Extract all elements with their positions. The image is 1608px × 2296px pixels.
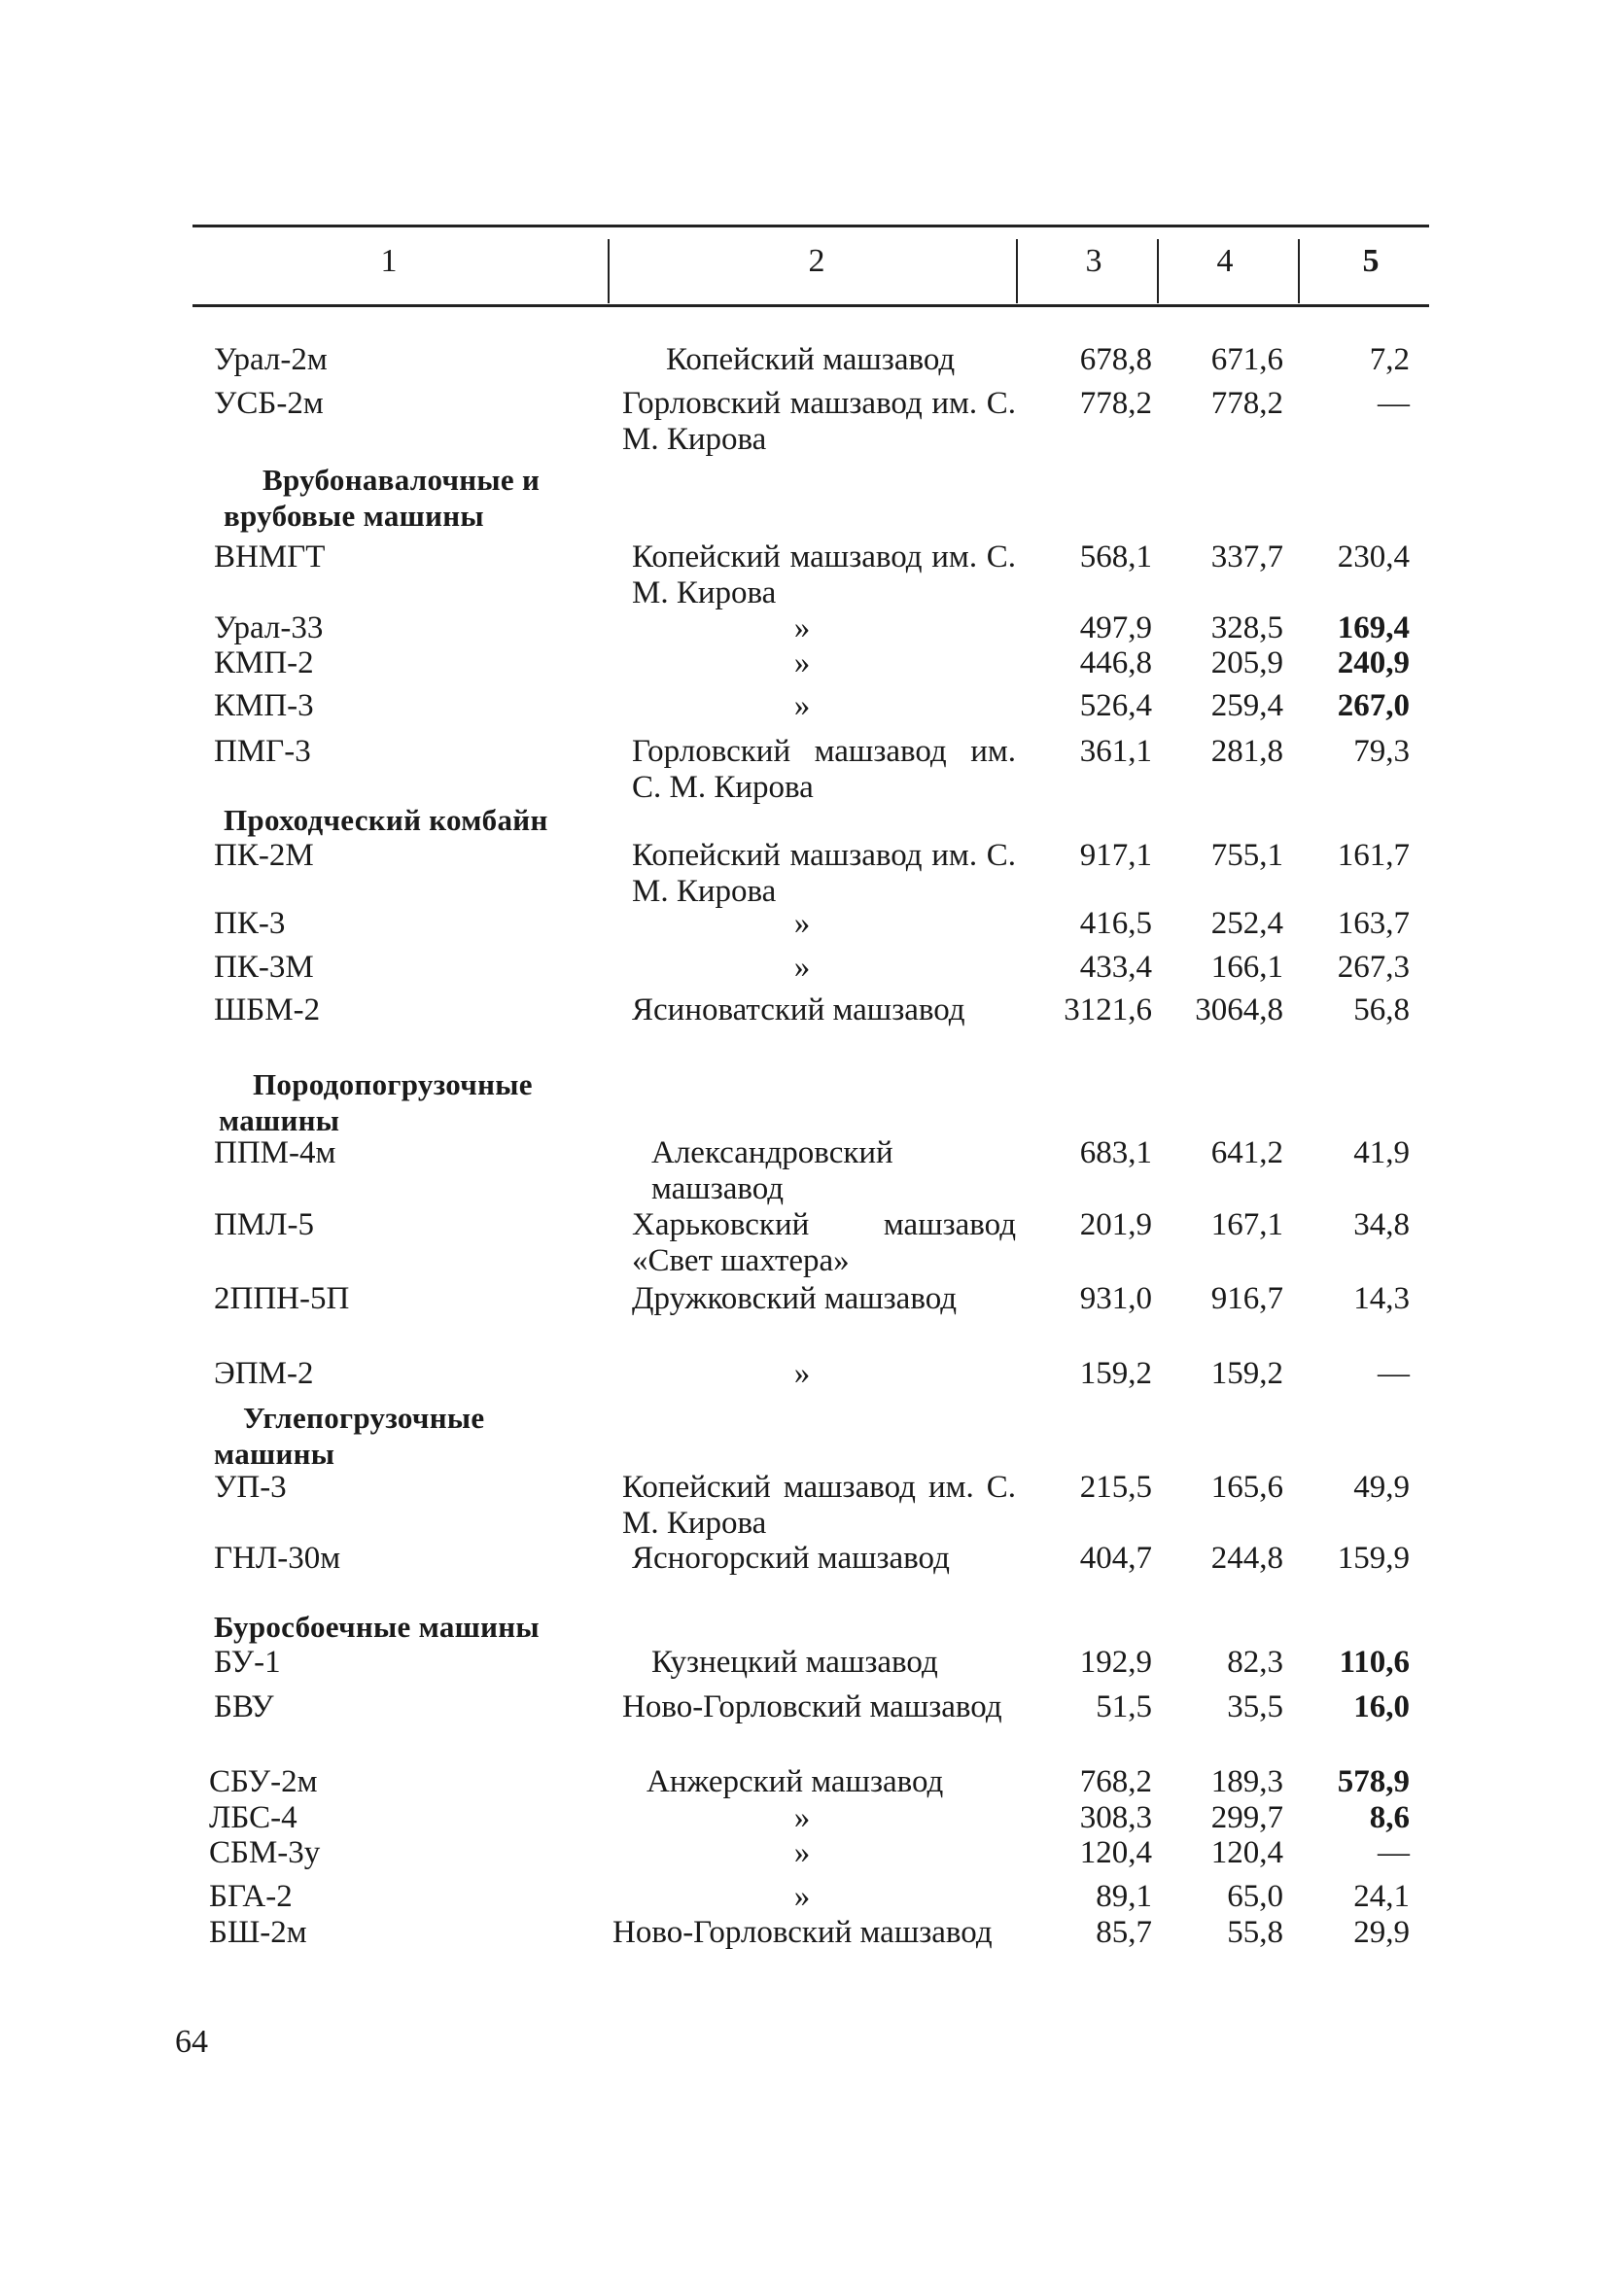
value-c3: 201,9: [1079, 1207, 1152, 1242]
value-c5: 230,4: [1337, 539, 1410, 574]
table-row: [0, 1470, 1608, 1542]
column-header-2: 2: [808, 243, 825, 279]
table-row: [0, 906, 1608, 942]
value-c5: 7,2: [1369, 342, 1410, 377]
value-c3: 3121,6: [1064, 992, 1152, 1027]
value-c4: 189,3: [1210, 1764, 1283, 1799]
machine-name: КМП-3: [214, 688, 314, 723]
manufacturer: »: [793, 950, 811, 985]
table-row: [0, 1835, 1608, 1871]
column-header-1: 1: [380, 243, 398, 279]
machine-name: ГНЛ-30м: [214, 1541, 341, 1576]
table-row: [0, 386, 1608, 458]
value-c5: 578,9: [1337, 1764, 1410, 1799]
table-top-rule: [192, 225, 1429, 227]
value-c3: 683,1: [1079, 1135, 1152, 1170]
value-c5: 163,7: [1337, 906, 1410, 941]
machine-name: ПК-2М: [214, 838, 314, 873]
value-c4: 671,6: [1210, 342, 1283, 377]
value-c4: 778,2: [1210, 386, 1283, 421]
manufacturer: »: [793, 1879, 811, 1914]
value-c5: 159,9: [1337, 1541, 1410, 1576]
column-separator: [1157, 239, 1159, 303]
table-row: [0, 1281, 1608, 1353]
manufacturer: Ясногорский машзавод: [632, 1541, 950, 1576]
value-c3: 446,8: [1079, 645, 1152, 680]
machine-name: СБУ-2м: [209, 1764, 318, 1799]
value-c3: 526,4: [1079, 688, 1152, 723]
table-row: [0, 610, 1608, 646]
column-separator: [1016, 239, 1018, 303]
value-c5: 110,6: [1339, 1645, 1410, 1680]
value-c3: 159,2: [1079, 1356, 1152, 1391]
machine-name: ПМЛ-5: [214, 1207, 315, 1242]
value-c4: 205,9: [1210, 645, 1283, 680]
page-number: 64: [175, 2024, 208, 2060]
value-c4: 252,4: [1210, 906, 1283, 941]
value-c4: 328,5: [1210, 610, 1283, 645]
value-c5: 267,0: [1337, 688, 1410, 723]
section-heading: Породопогрузочные машины: [219, 1067, 533, 1137]
section-heading: Проходческий комбайн: [224, 803, 548, 837]
value-c3: 215,5: [1079, 1470, 1152, 1505]
value-c3: 51,5: [1096, 1689, 1152, 1724]
machine-name: 2ППН-5П: [214, 1281, 350, 1316]
value-c3: 778,2: [1079, 386, 1152, 421]
value-c4: 641,2: [1210, 1135, 1283, 1170]
value-c3: 361,1: [1079, 734, 1152, 769]
machine-name: КМП-2: [214, 645, 314, 680]
manufacturer: Копейский машзавод им. С. М. Кирова: [632, 539, 1016, 610]
value-c3: 192,9: [1079, 1645, 1152, 1680]
manufacturer: Харьковский машзавод «Свет шахтера»: [632, 1207, 1016, 1278]
column-separator: [608, 239, 610, 303]
value-c4: 165,6: [1210, 1470, 1283, 1505]
value-c5: 169,4: [1337, 610, 1410, 645]
table-row: [0, 539, 1608, 611]
column-header-5: 5: [1362, 243, 1380, 279]
table-row: [0, 734, 1608, 806]
manufacturer: Копейский машзавод им. С. М. Кирова: [622, 1470, 1016, 1541]
table-row: [0, 342, 1608, 378]
value-c5: 29,9: [1353, 1915, 1410, 1950]
value-c4: 916,7: [1210, 1281, 1283, 1316]
machine-name: БУ-1: [214, 1645, 281, 1680]
manufacturer: »: [793, 1356, 811, 1391]
machine-name: УП-3: [214, 1470, 287, 1505]
table-row: [0, 1207, 1608, 1279]
value-c4: 82,3: [1227, 1645, 1283, 1680]
manufacturer: Кузнецкий машзавод: [651, 1645, 938, 1680]
value-c5: 24,1: [1353, 1879, 1410, 1914]
value-c5: 8,6: [1369, 1800, 1410, 1835]
value-c4: 281,8: [1210, 734, 1283, 769]
value-c4: 244,8: [1210, 1541, 1283, 1576]
value-c5: —: [1378, 1356, 1410, 1391]
table-row: [0, 1689, 1608, 1761]
table-row: [0, 950, 1608, 986]
table-row: [0, 645, 1608, 681]
manufacturer: »: [793, 688, 811, 723]
value-c4: 3064,8: [1195, 992, 1283, 1027]
value-c3: 120,4: [1079, 1835, 1152, 1870]
value-c4: 259,4: [1210, 688, 1283, 723]
value-c5: —: [1378, 386, 1410, 421]
manufacturer: Копейский машзавод: [666, 342, 956, 377]
manufacturer: Александровский машзавод: [651, 1135, 893, 1206]
section-heading: Буросбоечные машины: [214, 1610, 540, 1644]
machine-name: ЭПМ-2: [214, 1356, 314, 1391]
manufacturer: »: [793, 906, 811, 941]
value-c3: 678,8: [1079, 342, 1152, 377]
machine-name: ППМ-4м: [214, 1135, 336, 1170]
machine-name: ВНМГТ: [214, 539, 326, 574]
value-c3: 917,1: [1079, 838, 1152, 873]
machine-name: БШ-2м: [209, 1915, 307, 1950]
machine-name: БГА-2: [209, 1879, 293, 1914]
manufacturer: Горловский машзавод им. С. М. Кирова: [632, 734, 1016, 805]
value-c4: 35,5: [1227, 1689, 1283, 1724]
manufacturer: Ново-Горловский машзавод: [622, 1689, 1002, 1724]
table-row: [0, 992, 1608, 1064]
value-c4: 166,1: [1210, 950, 1283, 985]
value-c4: 55,8: [1227, 1915, 1283, 1950]
table-row: [0, 1915, 1608, 1987]
value-c4: 167,1: [1210, 1207, 1283, 1242]
table-row: [0, 1879, 1608, 1915]
value-c5: —: [1378, 1835, 1410, 1870]
machine-name: УСБ-2м: [214, 386, 324, 421]
manufacturer: Копейский машзавод им. С. М. Кирова: [632, 838, 1016, 909]
value-c4: 337,7: [1210, 539, 1283, 574]
value-c3: 768,2: [1079, 1764, 1152, 1799]
value-c3: 404,7: [1079, 1541, 1152, 1576]
machine-name: БВУ: [214, 1689, 274, 1724]
value-c3: 433,4: [1079, 950, 1152, 985]
table-row: [0, 1645, 1608, 1681]
column-separator: [1298, 239, 1300, 303]
machine-name: ЛБС-4: [209, 1800, 297, 1835]
machine-name: ПМГ-3: [214, 734, 311, 769]
value-c3: 931,0: [1079, 1281, 1152, 1316]
manufacturer: Горловский машзавод им. С. М. Кирова: [622, 386, 1016, 457]
value-c5: 79,3: [1353, 734, 1410, 769]
table-row: [0, 838, 1608, 910]
value-c5: 161,7: [1337, 838, 1410, 873]
manufacturer: Ново-Горловский машзавод: [612, 1915, 993, 1950]
section-heading: Углепогрузочные машины: [214, 1401, 485, 1471]
value-c3: 497,9: [1079, 610, 1152, 645]
value-c4: 299,7: [1210, 1800, 1283, 1835]
table-row: [0, 688, 1608, 724]
manufacturer: »: [793, 610, 811, 645]
value-c3: 89,1: [1096, 1879, 1152, 1914]
column-header-4: 4: [1216, 243, 1234, 279]
section-heading: Врубонавалочные и врубовые машины: [224, 463, 541, 533]
machine-name: Урал-33: [214, 610, 324, 645]
value-c5: 56,8: [1353, 992, 1410, 1027]
value-c5: 34,8: [1353, 1207, 1410, 1242]
machine-name: ШБМ-2: [214, 992, 321, 1027]
value-c4: 755,1: [1210, 838, 1283, 873]
value-c3: 568,1: [1079, 539, 1152, 574]
value-c4: 65,0: [1227, 1879, 1283, 1914]
value-c3: 85,7: [1096, 1915, 1152, 1950]
value-c5: 16,0: [1353, 1689, 1410, 1724]
manufacturer: Дружковский машзавод: [632, 1281, 958, 1316]
table-row: [0, 1541, 1608, 1613]
value-c5: 49,9: [1353, 1470, 1410, 1505]
manufacturer: »: [793, 1835, 811, 1870]
value-c5: 267,3: [1337, 950, 1410, 985]
machine-name: Урал-2м: [214, 342, 328, 377]
manufacturer: »: [793, 645, 811, 680]
table-row: [0, 1356, 1608, 1392]
manufacturer: Ясиноватский машзавод: [632, 992, 965, 1027]
machine-name: ПК-3: [214, 906, 286, 941]
manufacturer: Анжерский машзавод: [647, 1764, 944, 1799]
table-row: [0, 1800, 1608, 1836]
column-header-3: 3: [1085, 243, 1102, 279]
machine-name: СБМ-3у: [209, 1835, 321, 1870]
table-row: [0, 1135, 1608, 1207]
manufacturer: »: [793, 1800, 811, 1835]
value-c5: 14,3: [1353, 1281, 1410, 1316]
value-c4: 120,4: [1210, 1835, 1283, 1870]
value-c4: 159,2: [1210, 1356, 1283, 1391]
table-header-rule: [192, 304, 1429, 307]
machine-name: ПК-3М: [214, 950, 314, 985]
value-c3: 308,3: [1079, 1800, 1152, 1835]
value-c5: 41,9: [1353, 1135, 1410, 1170]
table-row: [0, 1764, 1608, 1800]
value-c5: 240,9: [1337, 645, 1410, 680]
value-c3: 416,5: [1079, 906, 1152, 941]
